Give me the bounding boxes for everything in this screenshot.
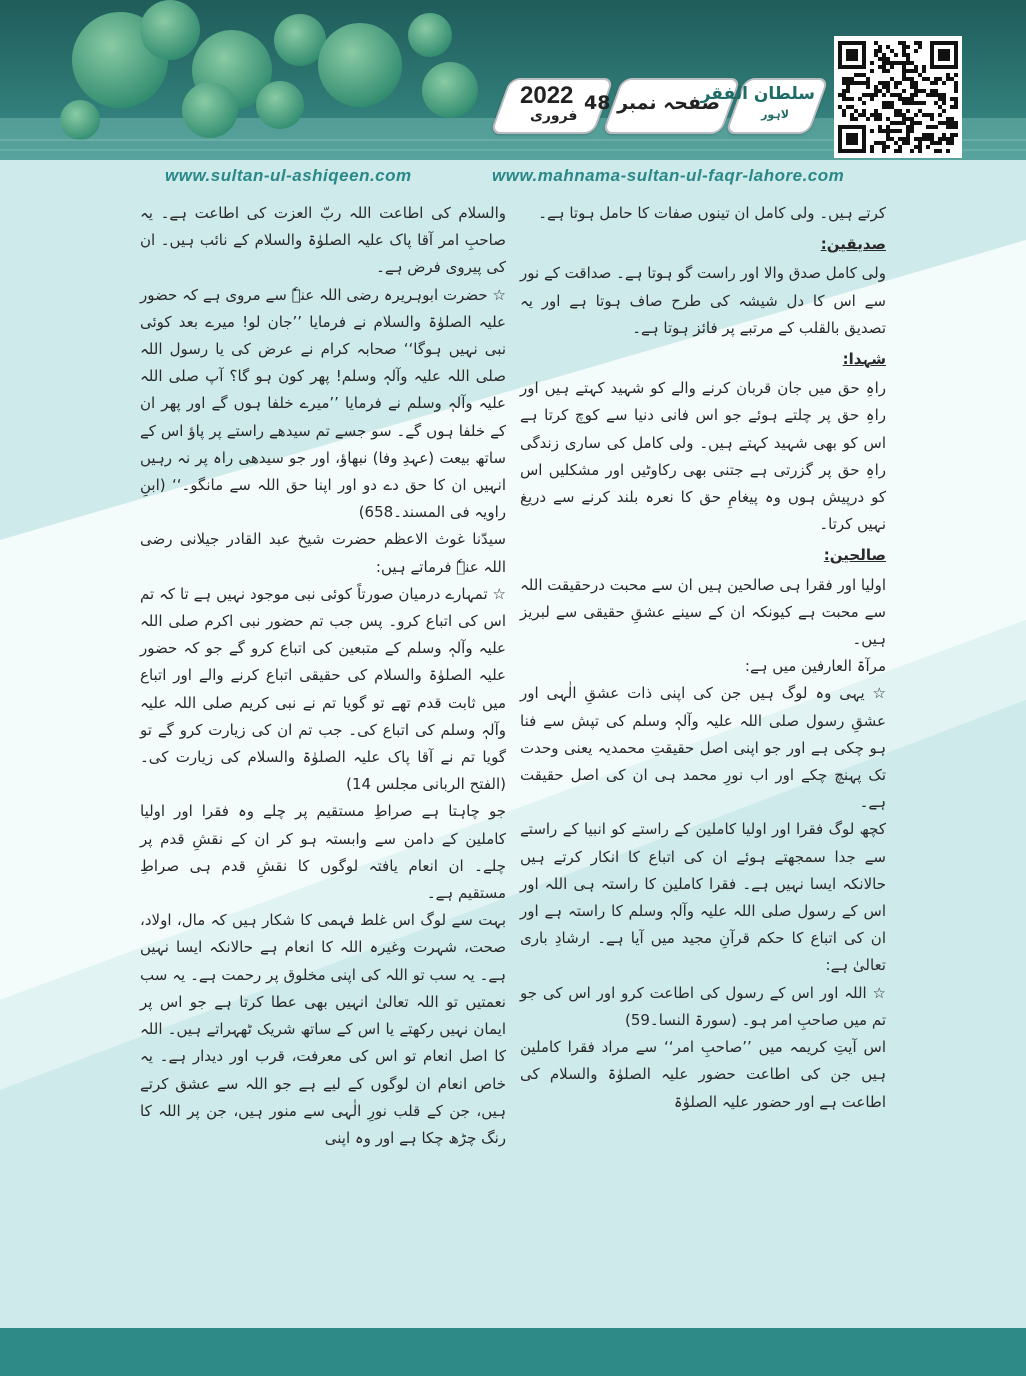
- page-number-text: صفحہ نمبر 48: [584, 92, 720, 114]
- magazine-logo-title: سلطان الفقر: [700, 84, 815, 104]
- url-left[interactable]: www.sultan-ul-ashiqeen.com: [165, 166, 412, 185]
- paragraph: اولیا اور فقرا ہی صالحین ہیں ان سے محبت درحقیقت اللہ سے محبت ہے کیونکہ ان کے سینے عشقِ حقیقی سے لبریز ہیں۔: [520, 575, 886, 649]
- paragraph: کرتے ہیں۔ ولی کامل ان تینوں صفات کا حامل ہوتا ہے۔: [538, 204, 886, 222]
- magazine-logo-city: لاہور: [761, 108, 789, 121]
- url-right[interactable]: www.mahnama-sultan-ul-faqr-lahore.com: [492, 166, 845, 185]
- left-column: [140, 200, 506, 1152]
- paragraph: والسلام کی اطاعت اللہ ربّ العزت کی اطاعت ہے۔ یہ صاحبِ امر آقا پاک علیہ الصلوٰۃ والسلام کے نائب ہیں۔ ان کی پیروی فرض ہے۔: [140, 204, 506, 277]
- right-column: [520, 200, 886, 1116]
- section-heading: صدیقین:: [820, 235, 886, 254]
- month-text: فروری: [530, 108, 578, 124]
- footer-bar: [0, 1328, 1026, 1376]
- qr-code: [834, 36, 962, 158]
- year-text: 2022: [520, 82, 574, 109]
- paragraph: ☆ یہی وہ لوگ ہیں جن کی اپنی ذات عشقِ الٰہی اور عشقِ رسول صلی اللہ علیہ وآلہٖ وسلم کی تپش سے فنا ہو چکی ہے اور جو اپنی اصل حقیقتِ محمدیہ یعنی وحدت تک پہنچ چکے اور اب نورِ محمد ہی ان کی اصل حقیقت ہے۔: [520, 684, 886, 812]
- paragraph: ولی کامل صدق والا اور راست گو ہوتا ہے۔ صداقت کے نور سے اس کا دل شیشہ کی طرح صاف ہوتا ہے اور یہ تصدیق بالقلب کے مرتبے پر فائز ہوتا ہے۔: [520, 264, 886, 337]
- paragraph: جو چاہتا ہے صراطِ مستقیم پر چلے وہ فقرا اور اولیا کاملین کے دامن سے وابستہ ہو کر ان کے نقشِ قدم پر چلے۔ ان انعام یافتہ لوگوں کا نقشِ قدم ہی صراطِ مستقیم ہے۔: [140, 802, 506, 903]
- paragraph: راہِ حق میں جان قربان کرنے والے کو شہید کہتے ہیں اور راہِ حق پر چلتے ہوئے جو اس فانی دنیا سے کوچ کرتا ہے اس کو بھی شہید کہتے ہیں۔ ولی کامل کی ساری زندگی راہِ حق پر گزرتی ہے جتنی بھی رکاوٹیں اور مشکلیں اس کو درپیش ہوں وہ پیغامِ حق کا نعرہ بلند کرنے سے دریغ نہیں کرتا۔: [520, 379, 886, 534]
- paragraph: اس آیتِ کریمہ میں ’’صاحبِ امر‘‘ سے مراد فقرا کاملین ہیں جن کی اطاعت حضور علیہ الصلوٰۃ والسلام کی اطاعت ہے اور حضور علیہ الصلوٰۃ: [520, 1038, 886, 1111]
- paragraph: سیدّنا غوث الاعظم حضرت شیخ عبد القادر جیلانی رضی اللہ عنہٗ فرماتے ہیں:: [140, 530, 506, 576]
- paragraph: ☆ تمہارے درمیان صورتاً کوئی نبی موجود نہیں ہے تا کہ تم اس کی اتباع کرو۔ پس جب تم حضور نبی اکرم صلی اللہ علیہ وآلہٖ وسلم کے متبعین کی اتباع کرو گے جو کہ حضور علیہ الصلوٰۃ والسلام کی حقیقی اتباع کرنے والے اور اتباع میں ثابت قدم تھے تو گویا تم نے نبی کریم صلی اللہ علیہ وآلہٖ وسلم کی اتباع کی۔ جب تم ان کی زیارت کرو گے تو گویا تم نے آقا پاک علیہ الصلوٰۃ والسلام کی زیارت کی۔ (الفتح الربانی مجلس 14): [140, 584, 506, 794]
- section-heading: صالحین:: [823, 546, 886, 565]
- paragraph: مرآۃ العارفین میں ہے:: [744, 657, 886, 676]
- paragraph: کچھ لوگ فقرا اور اولیا کاملین کے راستے کو انبیا کے راستے سے جدا سمجھتے ہوئے ان کی اتباع کا انکار کرتے ہیں حالانکہ ایسا نہیں ہے۔ فقرا کاملین کا راستہ ہی اللہ اور اس کے رسول صلی اللہ علیہ وآلہٖ وسلم کا راستہ ہے اور ان کی اتباع کا حکم قرآنِ مجید میں آیا ہے۔ ارشادِ باری تعالیٰ ہے:: [520, 820, 886, 975]
- paragraph: بہت سے لوگ اس غلط فہمی کا شکار ہیں کہ مال، اولاد، صحت، شہرت وغیرہ اللہ کا انعام ہے حالانکہ ایسا نہیں ہے۔ یہ سب تو اللہ کی اپنی مخلوق پر رحمت ہے۔ یہ سب نعمتیں تو اللہ تعالیٰ انہیں بھی عطا کرتا ہے جو اس پر ایمان نہیں رکھتے یا اس کے ساتھ شریک ٹھہراتے ہیں۔ اللہ کا اصل انعام تو اس کی معرفت، قرب اور دیدار ہے۔ یہ خاص انعام ان لوگوں کے لیے ہے جو اللہ سے عشق کرتے ہیں، جن کے قلب نورِ الٰہی سے منور ہیں، جن پر اللہ کا رنگ چڑھ چکا ہے اور وہ اپنی: [140, 911, 506, 1147]
- section-heading: شہدا:: [842, 350, 886, 369]
- paragraph: ☆ حضرت ابوہریرہ رضی اللہ عنہٗ سے مروی ہے کہ حضور علیہ الصلوٰۃ والسلام نے فرمایا ’’جان لو! میرے بعد کوئی نبی نہیں ہوگا‘‘ صحابہ کرام نے عرض کی یا رسول اللہ صلی اللہ علیہ وآلہٖ وسلم! پھر کون ہو گا؟ آپ صلی اللہ علیہ وآلہٖ وسلم نے فرمایا ’’میرے خلفا ہوں گے اور پھر ان کے خلفا ہوں گے۔ سو جسے تم سیدھے راستے پر پاؤ اس کے ساتھ بیعت (عہدِ وفا) نبھاؤ، اور جو سیدھی راہ پر نہ رہیں انہیں ان کا حق دے دو اور اپنا حق اللہ سے مانگو۔‘‘ (ابنِ راویہ فی المسند۔658): [140, 285, 506, 522]
- paragraph: ☆ اللہ اور اس کے رسول کی اطاعت کرو اور اس کی جو تم میں صاحبِ امر ہو۔ (سورۃ النسا۔59): [520, 983, 886, 1029]
